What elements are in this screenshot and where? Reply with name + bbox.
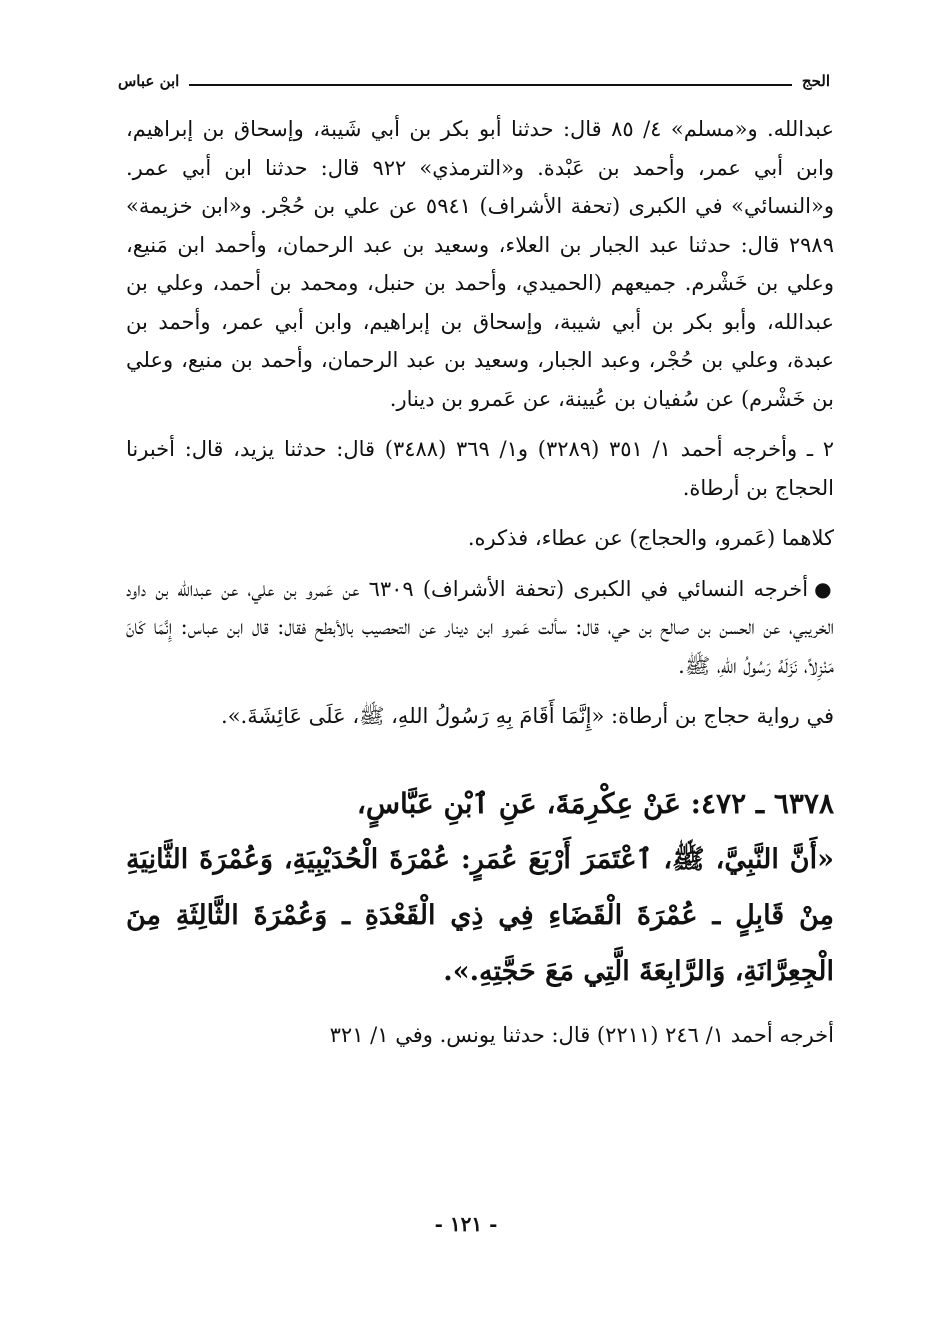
- bullet-mark: ●: [814, 576, 835, 601]
- paragraph-nasai: [126, 570, 834, 686]
- chapter-title: الحج: [801, 72, 830, 90]
- paragraph-last-line: أخرجه أحمد ١/ ٢٤٦ (٢٢١١) قال: حدثنا يونس. وفي ١/ ٣٢١: [329, 1022, 834, 1047]
- page-body: [126, 110, 834, 1066]
- running-header: [118, 68, 830, 94]
- paragraph-hajjaj-riwaya: في رواية حجاج بن أرطاة: «إِنَّمَا أَقَامَ بِهِ رَسُولُ اللهِ، ﷺ، عَلَى عَائِشَةَ.».: [221, 704, 834, 728]
- header-rule: [189, 84, 792, 86]
- section-title: ابن عباس: [118, 72, 180, 90]
- hadith-heading: ٦٣٧٨ ـ ٤٧٢: عَنْ عِكْرِمَةَ، عَنِ ٱبْنِ عَبَّاسٍ،: [356, 786, 834, 820]
- paragraph-nasai-text: أخرجه النسائي في الكبرى (تحفة الأشراف) ٦٣٠٩ عن عَمرو بن علي، عن عبدالله بن داود الخريبي، عن الحسن بن صالح بن حي، قال: سألت عَمرو ابن دينار عن التحصيب بالأبطح فقال: قال ابن عباس: إِنَّمَا كَانَ مَنْزِلاً، نَزَلَهُ رَسُولُ اللهِ، ﷺ.: [126, 576, 834, 678]
- paragraph-takhrij-1: عبدالله. و«مسلم» ٤/ ٨٥ قال: حدثنا أبو بكر بن أبي شَيبة، وإسحاق بن إبراهيم، وابن أبي عمر، وأحمد بن عَبْدة. و«الترمذي» ٩٢٢ قال: حدثنا ابن أبي عمر. و«النسائي» في الكبرى (تحفة الأشراف) ٥٩٤١ عن علي بن حُجْر. و«ابن خزيمة» ٢٩٨٩ قال: حدثنا عبد الجبار بن العلاء، وسعيد بن عبد الرحمان، وأحمد ابن مَنيع، وعلي بن خَشْرم. جميعهم (الحميدي، وأحمد بن حنبل، ومحمد بن أحمد، وعلي بن عبدالله، وأبو بكر بن أبي شيبة، وإسحاق بن إبراهيم، وابن أبي عمر، وأحمد بن عبدة، وعلي بن حُجْر، وعبد الجبار، وسعيد بن عبد الرحمان، وأحمد بن منيع، وعلي بن خَشْرم) عن سُفيان بن عُيينة، عن عَمرو بن دينار.: [126, 117, 835, 411]
- paragraph-both: كلاهما (عَمرو، والحجاج) عن عطاء، فذكره.: [467, 526, 834, 550]
- page-number: - ١٢١ -: [434, 1212, 498, 1236]
- hadith-text: «أَنَّ النَّبِيَّ، ﷺ، ٱعْتَمَرَ أَرْبَعَ عُمَرٍ: عُمْرَةَ الْحُدَيْبِيَةِ، وَعُمْرَةَ الثَّانِيَةِ مِنْ قَابِلٍ ـ عُمْرَةَ الْقَضَاءِ فِي ذِي الْقَعْدَةِ ـ وَعُمْرَةَ الثَّالِثَةِ مِنَ الْجِعِرَّانَةِ، وَالرَّابِعَةَ الَّتِي مَعَ حَجَّتِهِ.».: [126, 843, 834, 987]
- paragraph-takhrij-2: ٢ ـ وأخرجه أحمد ١/ ٣٥١ (٣٢٨٩) و١/ ٣٦٩ (٣٤٨٨) قال: حدثنا يزيد، قال: أخبرنا الحجاج بن أرطاة.: [126, 437, 834, 500]
